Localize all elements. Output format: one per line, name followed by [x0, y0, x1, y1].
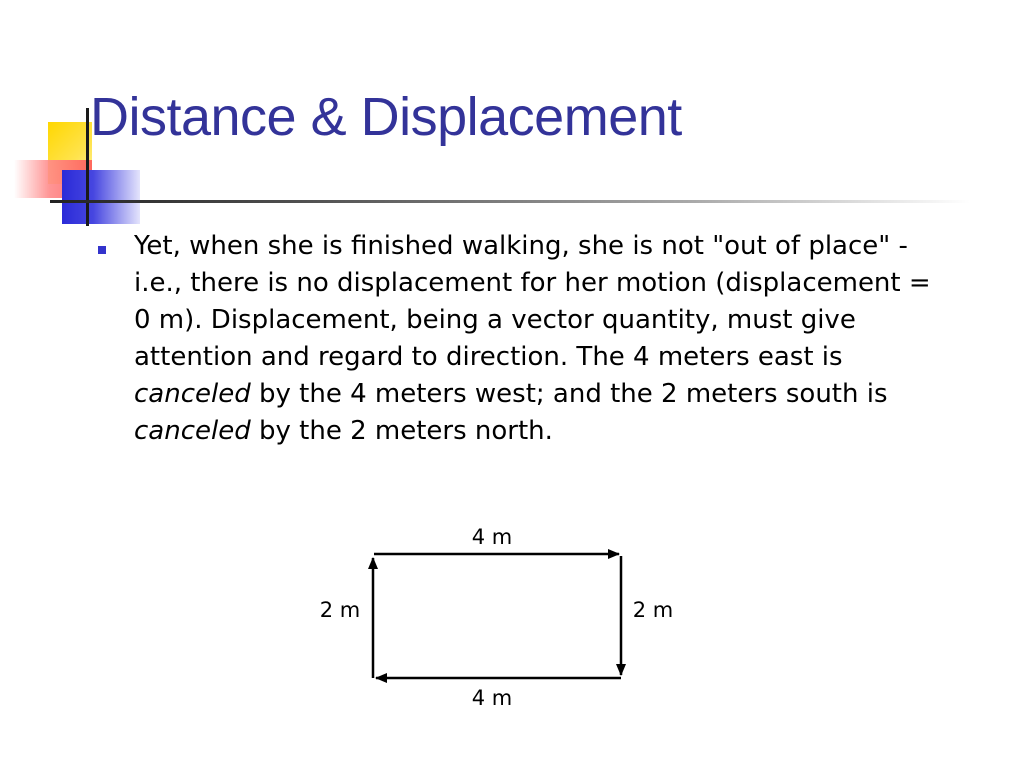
displacement-diagram	[300, 515, 700, 715]
bullet-square-icon	[98, 246, 106, 254]
label-top: 4 m	[471, 525, 513, 549]
bullet-text-part1: Yet, when she is finished walking, she is not "out of place" - i.e., there is no displacement for her motion (displacement = 0 m). Displacement, being a vector quantity, must give attention and regard to direction. The 4 meters east is	[134, 231, 931, 372]
bullet-text	[134, 228, 944, 450]
logo-blue-bar	[62, 170, 140, 224]
slide-title: Distance & Displacement	[90, 87, 682, 147]
label-right: 2 m	[632, 598, 674, 622]
logo-vertical-line	[86, 108, 89, 226]
label-left: 2 m	[319, 598, 361, 622]
bullet-text-part3: by the 2 meters north.	[250, 416, 553, 446]
bullet-emphasis-1: canceled	[134, 379, 251, 409]
title-underline-divider	[50, 200, 970, 203]
bullet-text-part2: by the 4 meters west; and the 2 meters south is	[250, 379, 888, 409]
bullet-emphasis-2: canceled	[134, 416, 251, 446]
label-bottom: 4 m	[471, 686, 513, 710]
